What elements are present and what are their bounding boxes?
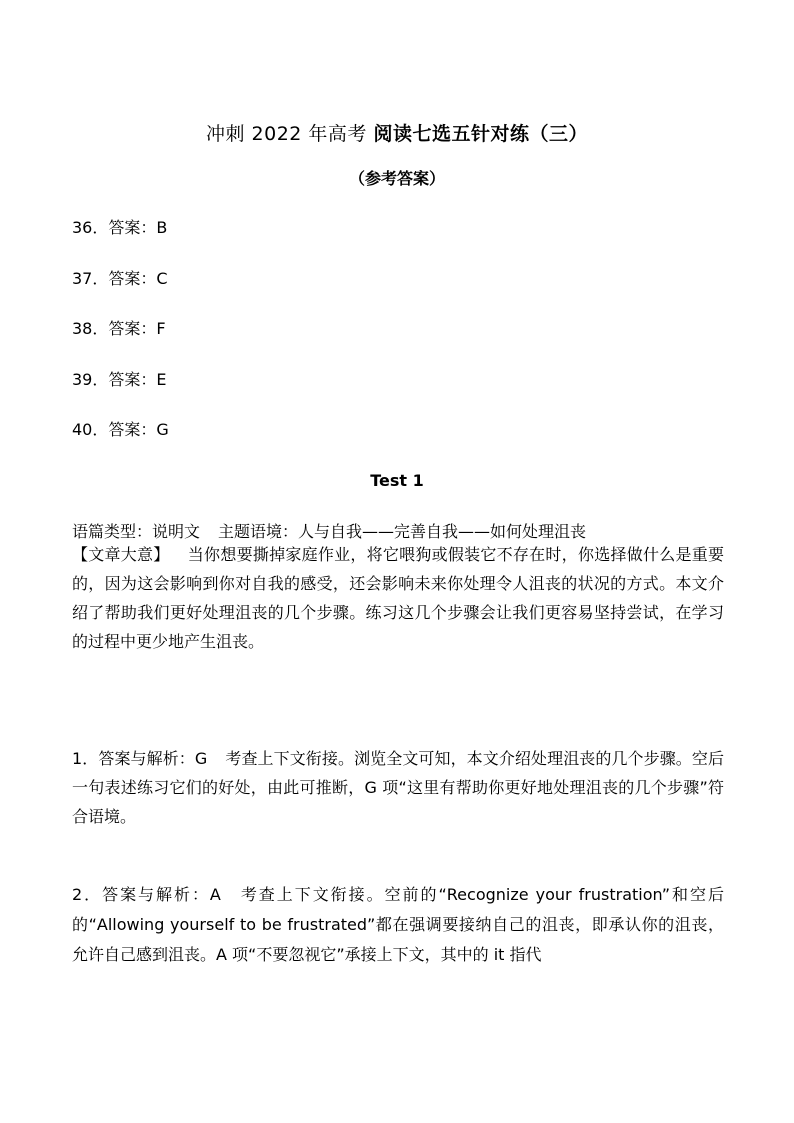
theme-label: 主题语境：人与自我——完善自我——如何处理沮丧: [218, 522, 587, 541]
answer-item: 39．答案：E: [72, 369, 167, 389]
test-heading: Test 1: [370, 471, 424, 490]
page-title: [0, 121, 794, 147]
answer-list: [72, 217, 169, 470]
answer-item: 40．答案：G: [72, 420, 169, 439]
summary-text: 当你想要撕掉家庭作业，将它喂狗或假装它不存在时，你选择做什么是重要的，因为这会影响到你对自我的感受，还会影响未来你处理令人沮丧的状况的方式。本文介绍了帮助我们更好处理沮丧的几个步骤。练习这几个步骤会让我们更容易坚持尝试，在学习的过程中更少地产生沮丧。: [72, 545, 724, 651]
genre-label: 语篇类型：说明文: [72, 522, 201, 541]
page-subtitle: （参考答案）: [348, 169, 445, 188]
explanation-item-1: [72, 744, 724, 831]
item-text: 考查上下文衔接。空前的“Recognize your frustration”和空后的“Allowing yourself to be frustrated”都在强调要接纳自己的沮丧，即承认你的沮丧，允许自己感到沮丧。A 项“不要忽视它”承接上下文，其中的 it 指代: [72, 885, 724, 964]
title-bold: 阅读七选五针对练（三）: [373, 123, 588, 145]
item-lead: 1．答案与解析：G: [72, 749, 208, 768]
answer-item: 36．答案：B: [72, 218, 168, 237]
explanation-item-2: [72, 880, 724, 970]
item-lead: 2．答案与解析：A: [72, 885, 221, 904]
article-summary: [72, 540, 724, 656]
item-text: 考查上下文衔接。浏览全文可知，本文介绍处理沮丧的几个步骤。空后一句表述练习它们的好处，由此可推断，G 项“这里有帮助你更好地处理沮丧的几个步骤”符合语境。: [72, 749, 724, 826]
answer-item: 37．答案：C: [72, 268, 168, 288]
title-prefix: 冲刺 2022 年高考: [206, 123, 367, 145]
summary-tag: 【文章大意】: [72, 545, 170, 564]
answer-item: 38．答案：F: [72, 319, 166, 338]
